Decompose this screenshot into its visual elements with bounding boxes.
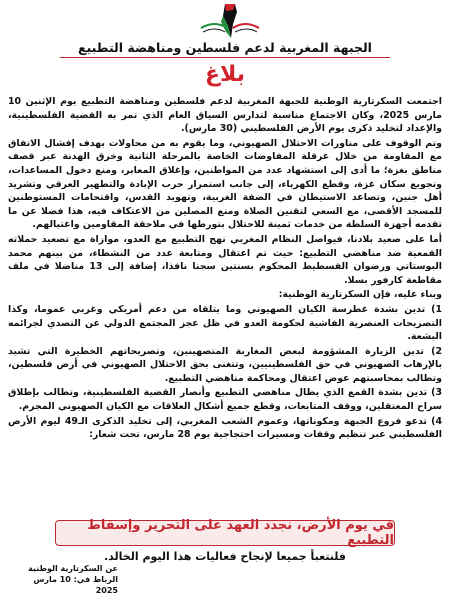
call-to-action: فلنتعبأ جميعا لإنجاح فعاليات هذا اليوم الخالد. [104, 550, 346, 563]
paragraph-morocco: أما على صعيد بلادنا، فيواصل النظام المغربي نهج التطبيع مع العدو، موازاة مع تصعيد حملاته القمعية ضد مناهضي التطبيع: حيث تم اعتقال ومتابعة عدد من النشطاء، من بينهم محمد البوستاتي ورضوان القسطيط المحكوم بسنتين سجنا نافذا، إضافة إلى 13 مناضلا في ملف مقاطعة كارفور بسلا. [8, 233, 442, 286]
points-intro: وبناء عليه، فإن السكرتارية الوطنية: [278, 289, 442, 301]
signature-date: الرباط في: 10 مارس 2025 [33, 575, 118, 595]
point-2: 2) تدين الزيارة المشؤومة لبعض المغاربة المتصهينين، وتصريحاتهم الخطيرة التي تشيد بالإرهاب الصهيوني في حق الفلسطينيين، وتتغنى بحق الاحتلال الصهيوني في أرض فلسطين، وتطالب بمحاسبتهم عوض اعتقال ومحاكمة مناهضي التطبيع. [8, 345, 442, 384]
statement-body [8, 95, 442, 515]
point-1: 1) تدين بشدة غطرسة الكيان الصهيوني وما يتلقاه من دعم أمريكي وغربي عموما، وكذا التصريحات العنصرية الفاشية لحكومة العدو في ظل عجز المجتمع الدولي عن التصدي لجرائمه البشعة. [8, 303, 442, 343]
point-3: 3) تدين بشدة القمع الذي يطال مناهضي التطبيع وأنصار القضية الفلسطينية، وتطالب بإطلاق سراح المعتقلين، ووقف المتابعات، وقطع جميع أشكال العلاقات مع الكيان الصهيوني المجرم. [8, 387, 442, 413]
organization-name: الجبهة المغربية لدعم فلسطين ومناهضة التطبيع [78, 40, 372, 55]
point-4: 4) تدعو فروع الجبهة ومكوناتها، وعموم الشعب المغربي، إلى تخليد الذكرى الـ49 ليوم الأرض الفلسطيني عبر تنظيم وقفات ومسيرات احتجاجية يوم 28 مارس، تحت شعار: [8, 415, 442, 441]
signature-issuer: عن السكرتارية الوطنية [28, 564, 118, 573]
slogan-box [55, 520, 395, 546]
statement-title: بلاغ [205, 62, 245, 87]
paragraph-occupation: وتم الوقوف على مناورات الاحتلال الصهيوني، وما يقوم به من محاولات بهدف إفشال الاتفاق مع المقاومة من خلال عرقلة المفاوضات الخاصة بالمرحلة الثانية وخرق الهدنة عبر قصف مناطق بغزة؛ ما أدى إلى استشهاد عدد من المواطنين، وإغلاق المعابر، ومنع دخول المساعدات، وتجويع سكان غزة، وقطع الكهرباء، إلى جانب استمرار حرب الإبادة والتطهير العرقي وتشريد أهل جنين، وتصاعد الاستيطان في الضفة الغربية، وتهويد القدس، واقتحامات المستوطنين للمسجد الأقصى، مع السعي لتقنين الصلاة ومنع المصلين من الاعتكاف فيه، هذا فضلا عن ما تقدمه أجهزة السلطة من خدمات ثمينة للاحتلال بتورطها في ملاحقة المقاومين واغتيالهم. [8, 137, 442, 231]
slogan-text: في يوم الأرض، نجدد العهد على التحرير وإسقاط التطبيع [87, 518, 394, 548]
front-logo [195, 2, 265, 42]
signature-block [18, 563, 118, 596]
paragraph-intro: اجتمعت السكرتارية الوطنية للجبهة المغربية لدعم فلسطين ومناهضة التطبيع يوم الإثنين 10 مارس 2025، وكان الاجتماع مناسبة لتدارس السياق العام الذي تمر به القضية الفلسطينية، والإعداد لتخليد ذكرى يوم الأرض الفلسطيني (30 مارس). [8, 96, 442, 135]
header-divider [60, 57, 390, 58]
